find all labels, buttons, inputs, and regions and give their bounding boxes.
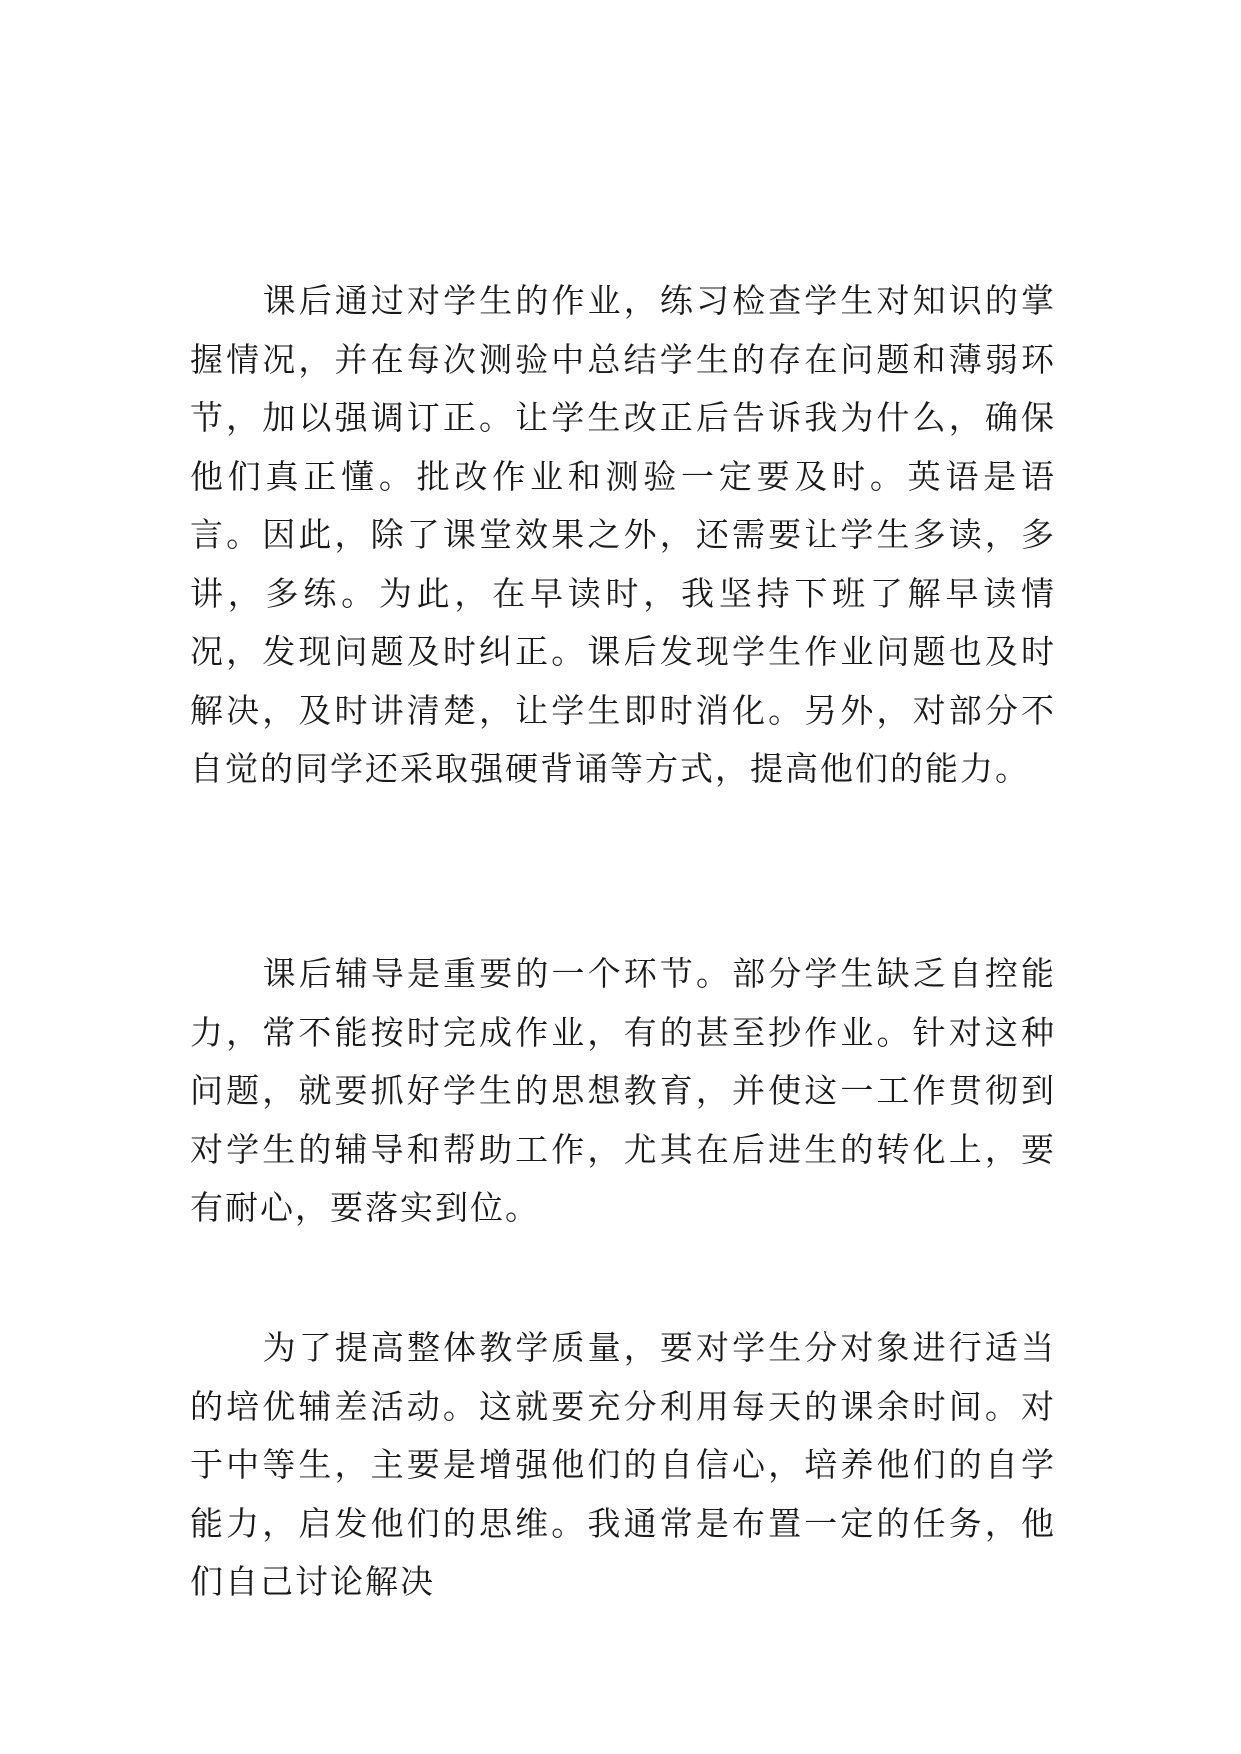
paragraph-text: 课后辅导是重要的一个环节。部分学生缺乏自控能力，常不能按时完成作业，有的甚至抄作业。针对这种问题，就要抓好学生的思想教育，并使这一工作贯彻到对学生的辅导和帮助工作，尤其在后进生的转化上，要有耐心，要落实到位。: [190, 954, 1056, 1227]
paragraph-2: [190, 945, 1056, 1238]
paragraph-3: [190, 1319, 1056, 1612]
paragraph-text: 为了提高整体教学质量，要对学生分对象进行适当的培优辅差活动。这就要充分利用每天的课余时间。对于中等生，主要是增强他们的自信心，培养他们的自学能力，启发他们的思维。我通常是布置一定的任务，他们自己讨论解决: [190, 1328, 1056, 1601]
paragraph-1: [190, 272, 1056, 799]
paragraph-text: 课后通过对学生的作业，练习检查学生对知识的掌握情况，并在每次测验中总结学生的存在问题和薄弱环节，加以强调订正。让学生改正后告诉我为什么，确保他们真正懂。批改作业和测验一定要及时。英语是语言。因此，除了课堂效果之外，还需要让学生多读，多讲，多练。为此，在早读时，我坚持下班了解早读情况，发现问题及时纠正。课后发现学生作业问题也及时解决，及时讲清楚，让学生即时消化。另外，对部分不自觉的同学还采取强硬背诵等方式，提高他们的能力。: [190, 281, 1056, 788]
